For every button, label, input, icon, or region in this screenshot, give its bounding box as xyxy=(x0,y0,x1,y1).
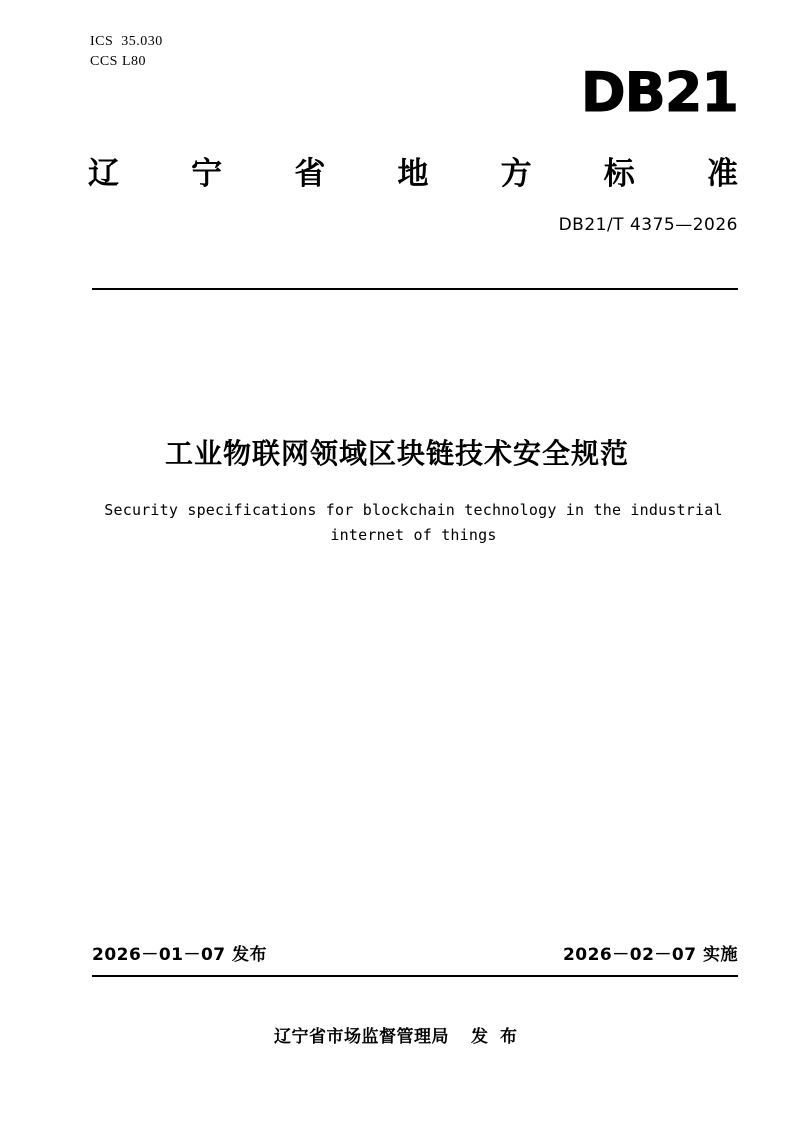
publisher-name: 辽宁省市场监督管理局 xyxy=(274,1027,450,1047)
province-title-char-3: 省 xyxy=(294,156,326,192)
implement-date: 2026－02－07 实施 xyxy=(562,945,738,965)
province-title-char-5: 方 xyxy=(500,156,532,192)
issue-date: 2026－01－07 发布 xyxy=(92,945,268,965)
province-title-char-2: 宁 xyxy=(191,156,223,192)
province-title-char-4: 地 xyxy=(397,156,429,192)
province-title-char-7: 准 xyxy=(706,156,738,192)
province-title-char-1: 辽 xyxy=(88,156,119,192)
classification-codes xyxy=(90,32,163,73)
publish-word: 发 布 xyxy=(471,1027,520,1047)
province-title-char-6: 标 xyxy=(603,156,635,192)
document-title-english-line2: internet of things xyxy=(330,525,497,544)
document-title-chinese: 工业物联网领域区块链技术安全规范 xyxy=(164,437,629,470)
ccs-code: CCS L80 xyxy=(90,54,147,70)
document-title-english-line1: Security specifications for blockchain technology in the industrial xyxy=(104,501,723,519)
ics-code: ICS 35.030 xyxy=(90,34,163,49)
publisher-row xyxy=(0,1022,794,1047)
date-row xyxy=(92,940,738,965)
footer-divider xyxy=(92,975,738,977)
db21-logo: DB21 xyxy=(580,61,738,124)
standard-number: DB21/T 4375—2026 xyxy=(558,215,738,235)
document-title-english xyxy=(95,498,732,548)
header-divider xyxy=(92,288,738,290)
province-standard-title xyxy=(88,148,738,193)
